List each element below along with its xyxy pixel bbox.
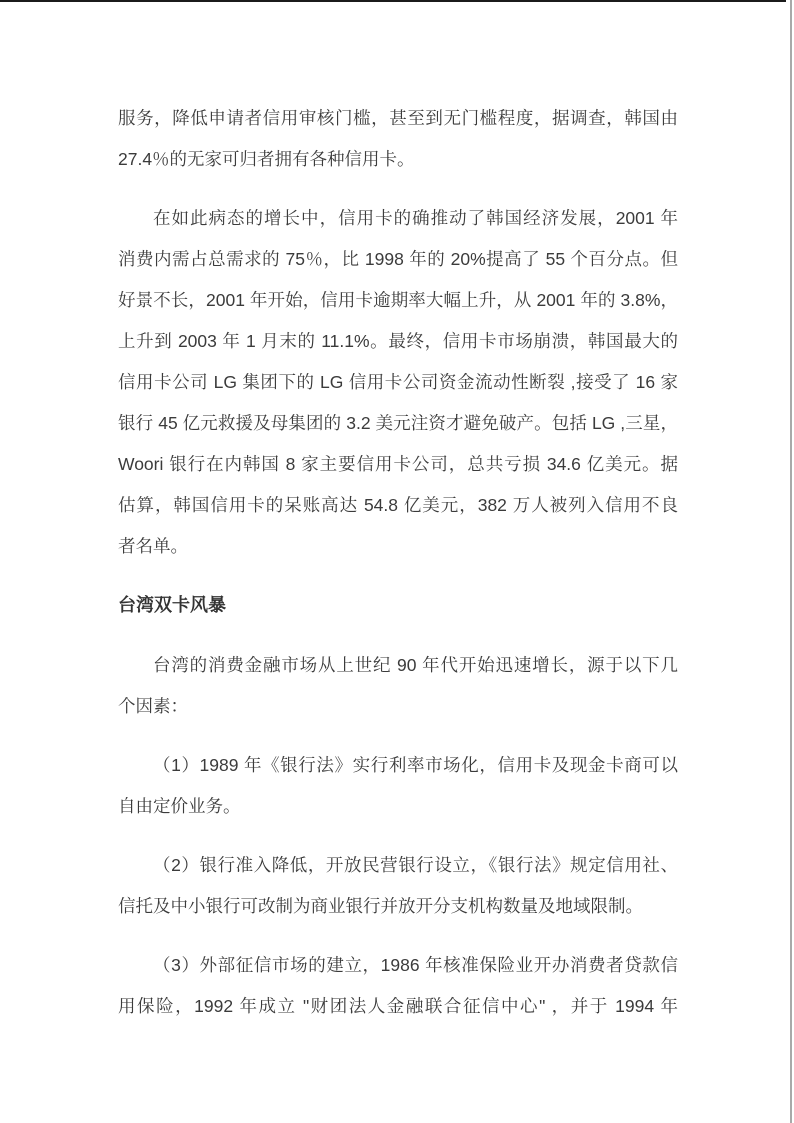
text-line: （2）银行准入降低，开放民营银行设立，《银行法》规定信用社、 xyxy=(153,855,678,875)
paragraph-taiwan-intro xyxy=(118,645,678,727)
text-line: （1）1989 年《银行法》实行利率市场化，信用卡及现金卡商可以 xyxy=(153,755,678,775)
text-line: 银行 45 亿元救援及母集团的 3.2 美元注资才避免破产。包括 LG ,三星， xyxy=(118,413,678,433)
text-line: 好景不长，2001 年开始，信用卡逾期率大幅上升，从 2001 年的 3.8%， xyxy=(118,290,678,310)
text-line: 上升到 2003 年 1 月末的 11.1%。最终，信用卡市场崩溃，韩国最大的 xyxy=(118,331,678,351)
paragraph-factor-3 xyxy=(118,945,678,1027)
text-line: （3）外部征信市场的建立，1986 年核准保险业开办消费者贷款信 xyxy=(153,955,678,975)
paragraph-korea-intro xyxy=(118,98,678,180)
page-top-edge xyxy=(0,0,786,2)
text-line: 在如此病态的增长中，信用卡的确推动了韩国经济发展，2001 年 xyxy=(153,208,678,228)
document-page xyxy=(118,98,678,1045)
text-line: 者名单。 xyxy=(118,536,188,556)
text-line: Woori 银行在内韩国 8 家主要信用卡公司，总共亏损 34.6 亿美元。据 xyxy=(118,454,678,474)
paragraph-factor-2 xyxy=(118,845,678,927)
paragraph-factor-1 xyxy=(118,745,678,827)
text-line: 台湾的消费金融市场从上世纪 90 年代开始迅速增长，源于以下几 xyxy=(153,655,678,675)
section-heading-taiwan: 台湾双卡风暴 xyxy=(118,595,226,615)
text-line: 信用卡公司 LG 集团下的 LG 信用卡公司资金流动性断裂 ,接受了 16 家 xyxy=(118,372,678,392)
text-line: 个因素： xyxy=(118,696,188,716)
text-line: 信托及中小银行可改制为商业银行并放开分支机构数量及地域限制。 xyxy=(118,896,643,916)
text-line: 27.4％的无家可归者拥有各种信用卡。 xyxy=(118,149,415,169)
paragraph-korea-crisis xyxy=(118,198,678,567)
text-line: 估算，韩国信用卡的呆账高达 54.8 亿美元，382 万人被列入信用不良 xyxy=(118,495,678,515)
page-right-edge xyxy=(790,0,792,1123)
text-line: 自由定价业务。 xyxy=(118,796,241,816)
text-line: 服务，降低申请者信用审核门槛，甚至到无门槛程度，据调查，韩国由 xyxy=(118,108,678,128)
text-line: 消费内需占总需求的 75％，比 1998 年的 20%提高了 55 个百分点。但 xyxy=(118,249,678,269)
text-line: 用保险，1992 年成立 "财团法人金融联合征信中心" ，并于 1994 年 xyxy=(118,996,678,1016)
